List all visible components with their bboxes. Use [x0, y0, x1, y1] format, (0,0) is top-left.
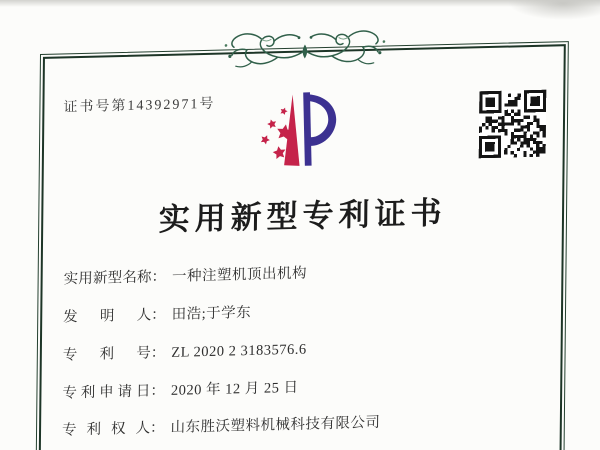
field-separator: ： — [151, 268, 167, 286]
qr-code — [479, 90, 547, 159]
field-value: ZL 2020 2 3183576.6 — [171, 341, 307, 361]
field-label: 发明人 — [63, 307, 152, 326]
field-label: 实用新型名称 — [63, 269, 152, 288]
field-value: 一种注塑机顶出机构 — [172, 265, 308, 285]
patent-office-logo-icon — [246, 88, 347, 172]
field-label: 专利号 — [62, 345, 151, 364]
field-label: 专利权人 — [61, 420, 151, 439]
field-separator: ： — [149, 420, 165, 437]
field-value: 山东胜沃塑料机械科技有限公司 — [170, 414, 381, 436]
field-label: 专利申请日 — [62, 383, 151, 402]
scroll-ornament-icon — [209, 24, 399, 73]
field-value: 2020 年 12 月 25 日 — [170, 379, 299, 399]
field-separator: ： — [150, 345, 166, 362]
certificate-number: 证书号第14392971号 — [63, 96, 216, 116]
certificate-title: 实用新型专利证书 — [158, 195, 447, 238]
field-separator: ： — [150, 383, 165, 400]
field-value: 田浩;于学东 — [171, 304, 252, 323]
certificate-sheet — [35, 41, 569, 450]
field-separator: ： — [151, 307, 166, 324]
scan-shadow-corner — [508, 0, 600, 20]
